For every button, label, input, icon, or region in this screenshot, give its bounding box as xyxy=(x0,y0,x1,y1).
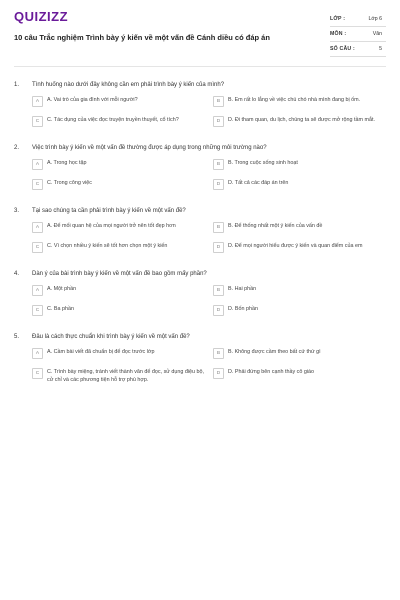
answer-option-b[interactable] xyxy=(213,222,386,236)
option-text: B. Không được cầm theo bất cứ thứ gì xyxy=(228,349,321,355)
option-text: C. Ba phần xyxy=(47,306,74,312)
question-number: 1. xyxy=(14,82,20,88)
option-text: C. Tác dụng của việc đọc truyện truyền thuyết, cổ tích? xyxy=(47,117,179,123)
option-text: B. Trong cuộc sống sinh hoạt xyxy=(228,160,298,166)
quizizz-logo: QUIZIZZ xyxy=(14,9,69,24)
answer-option-c[interactable] xyxy=(32,242,205,256)
meta-value: Văn xyxy=(372,31,382,37)
question-number: 2. xyxy=(14,145,20,151)
option-text: D. Để mọi người hiểu được ý kiến và quan điểm của em xyxy=(228,243,363,249)
option-text: C. Trình bày miệng, tránh viết thành văn để đọc, sử dụng điệu bộ, cử chỉ và các phương tiện hỗ trợ phù hợp. xyxy=(47,369,205,383)
option-letter-box: C xyxy=(32,368,43,379)
worksheet-header xyxy=(0,0,400,62)
option-text: B. Em rất lo lắng về việc chú chó nhà mình đang bị ốm. xyxy=(228,97,361,103)
answer-option-c[interactable] xyxy=(32,305,205,319)
option-letter-box: C xyxy=(32,179,43,190)
worksheet-title: 10 câu Trắc nghiệm Trình bày ý kiến về một vấn đề Cánh diều có đáp án xyxy=(14,33,270,42)
answer-option-d[interactable] xyxy=(213,179,386,193)
meta-value: 5 xyxy=(379,46,382,52)
question-list xyxy=(0,78,400,395)
option-text: C. Vì chọn nhiều ý kiến sẽ tốt hơn chọn một ý kiến xyxy=(47,243,168,249)
option-letter-box: B xyxy=(213,222,224,233)
answer-option-d[interactable] xyxy=(213,242,386,256)
worksheet-meta xyxy=(330,12,386,57)
option-letter-box: C xyxy=(32,116,43,127)
option-letter-box: B xyxy=(213,348,224,359)
option-text: A. Cầm bài viết đã chuẩn bị để đọc trước lớp xyxy=(47,349,155,355)
question-number: 4. xyxy=(14,271,20,277)
answer-option-a[interactable] xyxy=(32,348,205,362)
option-letter-box: A xyxy=(32,96,43,107)
option-letter-box: B xyxy=(213,96,224,107)
answer-option-a[interactable] xyxy=(32,96,205,110)
meta-row-subject xyxy=(330,27,386,42)
answer-option-d[interactable] xyxy=(213,305,386,319)
answer-options xyxy=(32,222,386,256)
question-text: Dàn ý của bài trình bày ý kiến về một vấn đề bao gồm mấy phần? xyxy=(32,271,207,277)
answer-option-c[interactable] xyxy=(32,368,205,384)
option-letter-box: D xyxy=(213,242,224,253)
question-text: Việc trình bày ý kiến về một vấn đề thường được áp dụng trong những môi trường nào? xyxy=(32,145,267,151)
question-5 xyxy=(0,330,400,384)
option-text: B. Hai phần xyxy=(228,286,257,292)
option-text: A. Một phần xyxy=(47,286,77,292)
option-text: A. Vai trò của gia đình với mỗi người? xyxy=(47,97,138,103)
answer-option-b[interactable] xyxy=(213,159,386,173)
option-letter-box: C xyxy=(32,305,43,316)
option-letter-box: A xyxy=(32,348,43,359)
question-1 xyxy=(0,78,400,130)
question-4 xyxy=(0,267,400,319)
option-letter-box: B xyxy=(213,285,224,296)
meta-label: SỐ CÂU : xyxy=(330,46,355,52)
question-text: Đâu là cách thực chuẩn khi trình bày ý kiến về một vấn đề? xyxy=(32,334,190,340)
answer-option-a[interactable] xyxy=(32,285,205,299)
meta-label: LỚP : xyxy=(330,16,346,22)
option-text: B. Để thống nhất một ý kiến của vấn đề xyxy=(228,223,323,229)
answer-option-c[interactable] xyxy=(32,116,205,130)
option-text: D. Bốn phần xyxy=(228,306,258,312)
option-text: A. Để mối quan hệ của mọi người trở nên tốt đẹp hơn xyxy=(47,223,176,229)
question-2 xyxy=(0,141,400,193)
option-text: A. Trong học tập xyxy=(47,160,87,166)
answer-options xyxy=(32,159,386,193)
answer-options xyxy=(32,348,386,384)
answer-option-b[interactable] xyxy=(213,285,386,299)
answer-option-b[interactable] xyxy=(213,348,386,362)
answer-option-c[interactable] xyxy=(32,179,205,193)
meta-label: MÔN : xyxy=(330,31,347,37)
option-letter-box: C xyxy=(32,242,43,253)
question-number: 3. xyxy=(14,208,20,214)
option-letter-box: B xyxy=(213,159,224,170)
option-text: C. Trong công việc xyxy=(47,180,92,186)
question-number: 5. xyxy=(14,334,20,340)
answer-options xyxy=(32,96,386,130)
meta-row-class xyxy=(330,12,386,27)
option-text: D. Phải đứng bên cạnh thầy cô giáo xyxy=(228,369,315,375)
option-letter-box: D xyxy=(213,368,224,379)
meta-value: Lớp 6 xyxy=(368,16,382,22)
answer-option-b[interactable] xyxy=(213,96,386,110)
option-letter-box: A xyxy=(32,222,43,233)
answer-option-d[interactable] xyxy=(213,368,386,384)
meta-row-question-count xyxy=(330,42,386,57)
question-text: Tình huống nào dưới đây không cần em phải trình bày ý kiến của mình? xyxy=(32,82,225,88)
option-letter-box: D xyxy=(213,179,224,190)
option-letter-box: D xyxy=(213,116,224,127)
question-text: Tại sao chúng ta cần phải trình bày ý kiến về một vấn đề? xyxy=(32,208,186,214)
answer-option-a[interactable] xyxy=(32,222,205,236)
answer-options xyxy=(32,285,386,319)
option-letter-box: A xyxy=(32,285,43,296)
option-text: D. Đi tham quan, du lịch, chúng ta sẽ được mở rộng tầm mắt. xyxy=(228,117,376,123)
option-letter-box: A xyxy=(32,159,43,170)
answer-option-a[interactable] xyxy=(32,159,205,173)
question-3 xyxy=(0,204,400,256)
option-text: D. Tất cả các đáp án trên xyxy=(228,180,289,186)
option-letter-box: D xyxy=(213,305,224,316)
header-divider xyxy=(14,66,386,67)
answer-option-d[interactable] xyxy=(213,116,386,130)
